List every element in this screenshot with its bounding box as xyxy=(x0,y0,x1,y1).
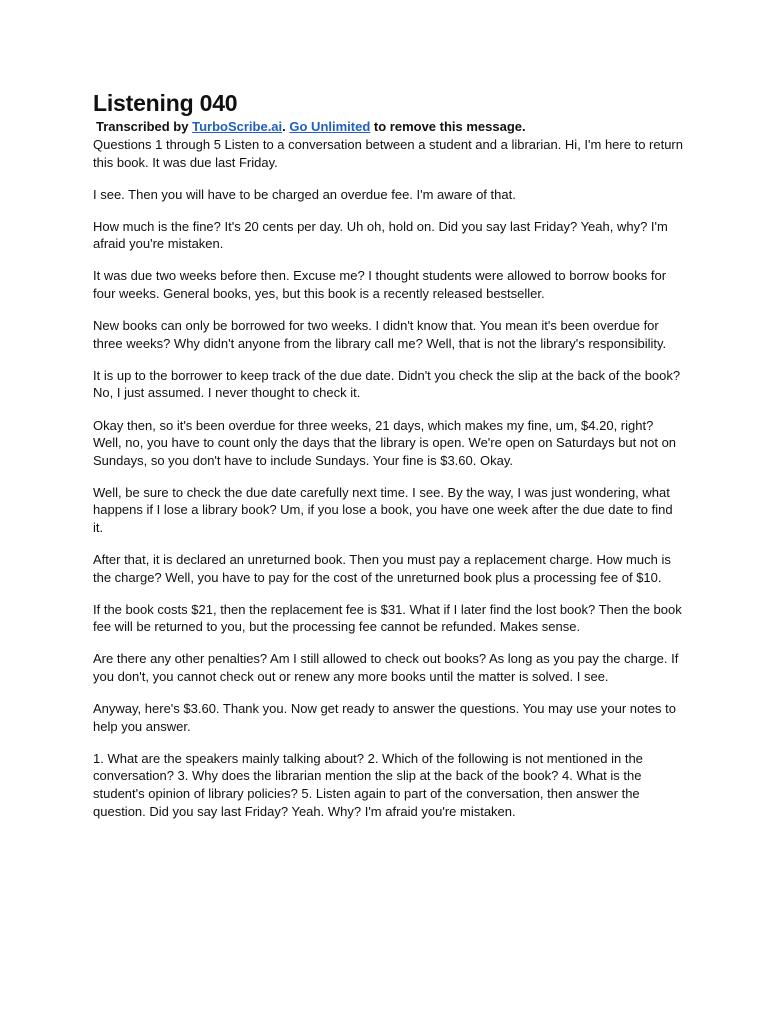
paragraph-6: It is up to the borrower to keep track of the due date. Didn't you check the slip at the back of the book? No, I just assumed. I never thought to check it. xyxy=(93,367,681,401)
document-title: Listening 040 xyxy=(93,90,238,116)
document-page xyxy=(93,88,683,835)
paragraph-5: New books can only be borrowed for two weeks. I didn't know that. You mean it's been overdue for three weeks? Why didn't anyone from the library call me? Well, that is not the library's responsibility. xyxy=(93,318,667,351)
paragraph-12: Anyway, here's $3.60. Thank you. Now get ready to answer the questions. You may use your notes to help you answer. xyxy=(93,701,677,734)
paragraph-8: Well, be sure to check the due date carefully next time. I see. By the way, I was just wondering, what happens if I lose a library book? Um, if you lose a book, you have one week after the due date to find it. xyxy=(93,484,673,535)
paragraph-7: Okay then, so it's been overdue for three weeks, 21 days, which makes my fine, um, $4.20, right? Well, no, you have to count only the days that the library is open. We're open on Saturdays but not on Sundays, so you don't have to include Sundays. Your fine is $3.60. Okay. xyxy=(93,417,677,468)
paragraph-3: How much is the fine? It's 20 cents per day. Uh oh, hold on. Did you say last Friday? Yeah, why? I'm afraid you're mistaken. xyxy=(93,218,668,252)
turboscribe-link[interactable]: TurboScribe.ai xyxy=(192,119,283,134)
paragraph-1: Questions 1 through 5 Listen to a conversation between a student and a librarian. Hi, I'm here to return this book. It was due last Friday. xyxy=(93,137,683,170)
paragraph-4: It was due two weeks before then. Excuse me? I thought students were allowed to borrow books for four weeks. General books, yes, but this book is a recently released bestseller. xyxy=(93,268,667,302)
paragraph-13: 1. What are the speakers mainly talking about? 2. Which of the following is not mentioned in the conversation? 3. Why does the librarian mention the slip at the back of the book? 4. What is the student's opinion of library policies? 5. Listen again to part of the conversation, then answer the question. Did you say last Friday? Yeah. Why? I'm afraid you're mistaken. xyxy=(93,750,643,819)
banner-suffix: to remove this message. xyxy=(370,119,526,134)
transcription-banner xyxy=(93,118,683,136)
paragraph-11: Are there any other penalties? Am I still allowed to check out books? As long as you pay the charge. If you don't, you cannot check out or renew any more books until the matter is solved. I see. xyxy=(93,651,679,685)
banner-separator: . xyxy=(282,119,290,134)
paragraph-10: If the book costs $21, then the replacement fee is $31. What if I later find the lost book? Then the book fee will be returned to you, but the processing fee cannot be refunded. Makes sense. xyxy=(93,601,682,635)
banner-prefix: Transcribed by xyxy=(96,119,193,134)
go-unlimited-link[interactable]: Go Unlimited xyxy=(289,119,371,134)
paragraph-9: After that, it is declared an unreturned book. Then you must pay a replacement charge. How much is the charge? Well, you have to pay for the cost of the unreturned book plus a processing fee of $10. xyxy=(93,552,671,585)
paragraph-2: I see. Then you will have to be charged an overdue fee. I'm aware of that. xyxy=(93,186,516,202)
